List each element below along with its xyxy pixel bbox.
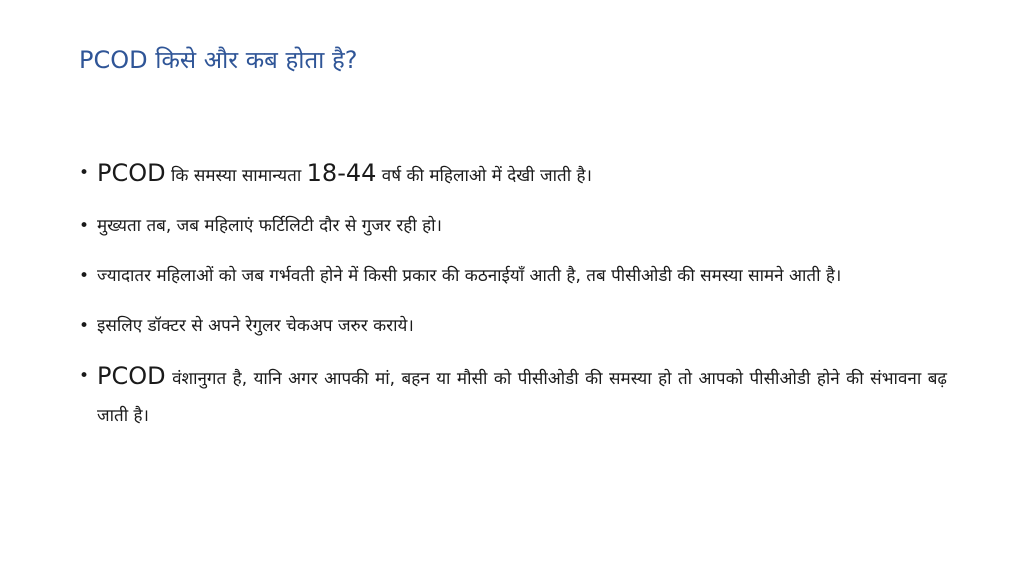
bullet-lead-text: PCOD: [97, 362, 166, 390]
bullet-icon: •: [79, 366, 90, 386]
bullet-item-3: [79, 258, 947, 295]
bullet-text: इसलिए डॉक्टर से अपने रेगुलर चेकअप जरुर कराये।: [97, 316, 414, 336]
bullet-icon: •: [79, 266, 90, 286]
bullet-text-continued: वर्ष की महिलाओ में देखी जाती है।: [376, 166, 592, 186]
bullet-list: [79, 155, 947, 435]
bullet-text: कि समस्या सामान्यता: [165, 166, 307, 186]
bullet-text: ज्यादातर महिलाओं को जब गर्भवती होने में किसी प्रकार की कठनाईयाँ आती है, तब पीसीओडी की समस्या सामने आती है।: [97, 266, 842, 286]
bullet-item-2: [79, 208, 947, 245]
bullet-text: मुख्यता तब, जब महिलाएं फर्टिलिटी दौर से गुजर रही हो।: [97, 216, 442, 236]
bullet-icon: •: [79, 216, 90, 236]
bullet-icon: •: [79, 163, 90, 183]
bullet-item-4: [79, 308, 947, 345]
bullet-lead-text: PCOD: [97, 159, 166, 187]
bullet-item-5: [79, 358, 947, 435]
slide-title: PCOD किसे और कब होता है?: [79, 46, 358, 74]
age-range-text: 18-44: [306, 159, 377, 187]
bullet-text: वंशानुगत है, यानि अगर आपकी मां, बहन या मौसी को पीसीओडी की समस्या हो तो आपको पीसीओडी होने की संभावना बढ़ जाती है।: [97, 369, 947, 426]
bullet-icon: •: [79, 316, 90, 336]
bullet-item-1: [79, 155, 947, 195]
